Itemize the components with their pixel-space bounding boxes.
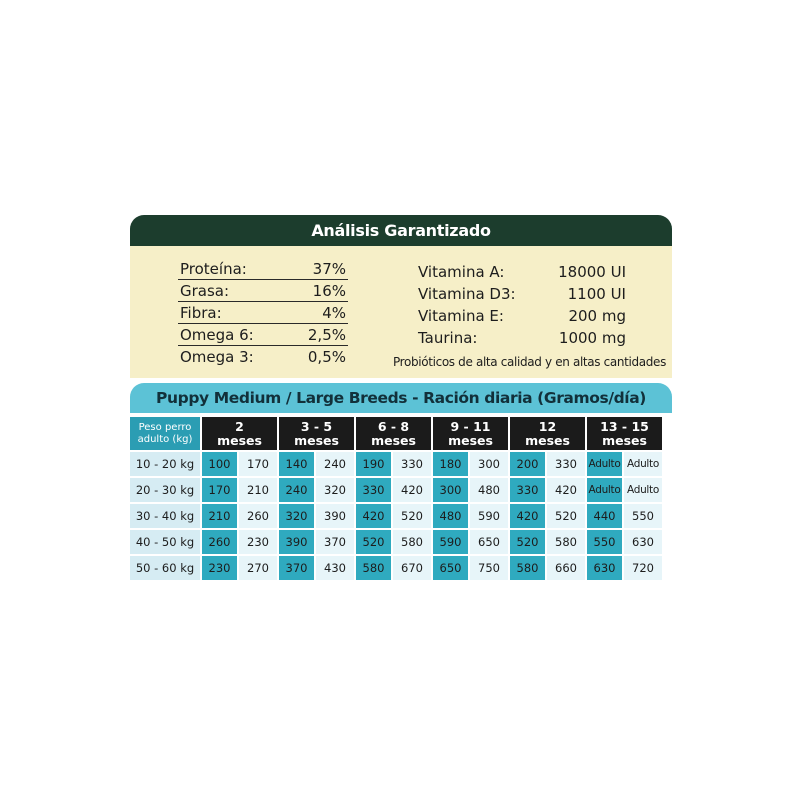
ration-cell: 750 xyxy=(470,556,508,580)
nutrient-row xyxy=(178,257,348,280)
ration-cell: 190 xyxy=(356,452,391,476)
nutrient-label: Fibra: xyxy=(180,304,222,322)
age-header-line: meses xyxy=(371,432,416,448)
age-column-header xyxy=(356,417,431,450)
ration-cell: 330 xyxy=(393,452,431,476)
ration-cell: 330 xyxy=(356,478,391,502)
nutrient-row xyxy=(178,301,348,324)
ration-cell: 430 xyxy=(316,556,354,580)
ration-cell: 260 xyxy=(202,530,237,554)
ration-cell: 580 xyxy=(393,530,431,554)
ration-cell: 370 xyxy=(316,530,354,554)
ration-cell: 200 xyxy=(510,452,545,476)
vitamin-label: Vitamina E: xyxy=(418,307,504,325)
nutrient-row xyxy=(178,279,348,302)
age-header-line: 13 - 15 xyxy=(600,418,649,434)
ration-cell: 230 xyxy=(202,556,237,580)
ration-cell: 260 xyxy=(239,504,277,528)
weight-range-cell: 30 - 40 kg xyxy=(130,504,200,528)
nutrient-value: 37% xyxy=(312,260,346,278)
ration-cell: 650 xyxy=(470,530,508,554)
vitamin-row xyxy=(418,326,626,348)
ration-cell: 420 xyxy=(510,504,545,528)
probiotics-note: Probióticos de alta calidad y en altas cantidades xyxy=(393,355,666,369)
age-header-line: 9 - 11 xyxy=(450,418,491,434)
table-row xyxy=(130,452,662,476)
analysis-body xyxy=(130,246,672,378)
table-header-row xyxy=(130,417,662,450)
weight-header-line: Peso perro xyxy=(138,421,192,433)
age-column-header xyxy=(587,417,662,450)
table-row xyxy=(130,478,662,502)
nutrient-label: Grasa: xyxy=(180,282,230,300)
age-column-header xyxy=(279,417,354,450)
ration-cell: 580 xyxy=(356,556,391,580)
ration-cell: 170 xyxy=(202,478,237,502)
ration-cell: 590 xyxy=(470,504,508,528)
ration-cell: 140 xyxy=(279,452,314,476)
age-column-header xyxy=(202,417,277,450)
ration-cell: 670 xyxy=(393,556,431,580)
ration-cell: 320 xyxy=(316,478,354,502)
nutrient-row xyxy=(178,345,348,367)
ration-cell: 630 xyxy=(587,556,622,580)
vitamin-row xyxy=(418,282,626,304)
ration-cell: 100 xyxy=(202,452,237,476)
ration-cell: 370 xyxy=(279,556,314,580)
age-header-line: 2 xyxy=(235,418,244,434)
age-header-line: meses xyxy=(217,432,262,448)
nutrient-row xyxy=(178,323,348,346)
ration-cell: 180 xyxy=(433,452,468,476)
ration-cell: 580 xyxy=(547,530,585,554)
nutrient-value: 0,5% xyxy=(307,348,346,366)
ration-cell: 720 xyxy=(624,556,662,580)
ration-cell: 240 xyxy=(316,452,354,476)
ration-cell: 520 xyxy=(510,530,545,554)
ration-cell: 320 xyxy=(279,504,314,528)
feeding-table xyxy=(128,415,664,582)
age-header-line: 3 - 5 xyxy=(300,418,333,434)
nutrient-value: 16% xyxy=(312,282,346,300)
vitamin-label: Vitamina D3: xyxy=(418,285,516,303)
nutrient-value: 4% xyxy=(322,304,346,322)
age-header-line: meses xyxy=(525,432,570,448)
vitamin-row xyxy=(418,304,626,326)
ration-cell: 330 xyxy=(547,452,585,476)
weight-range-cell: 10 - 20 kg xyxy=(130,452,200,476)
ration-cell: 420 xyxy=(393,478,431,502)
ration-cell: 520 xyxy=(393,504,431,528)
vitamin-label: Taurina: xyxy=(418,329,478,347)
ration-cell: 520 xyxy=(356,530,391,554)
ration-cell: 270 xyxy=(239,556,277,580)
weight-range-cell: 20 - 30 kg xyxy=(130,478,200,502)
age-header-line: 12 xyxy=(538,418,557,434)
nutrient-label: Proteína: xyxy=(180,260,247,278)
ration-cell: 390 xyxy=(279,530,314,554)
ration-cell: 660 xyxy=(547,556,585,580)
age-header-line: meses xyxy=(294,432,339,448)
ration-cell: Adulto xyxy=(587,478,622,502)
ration-cell: 170 xyxy=(239,452,277,476)
ration-cell: 210 xyxy=(239,478,277,502)
vitamin-value: 18000 UI xyxy=(558,263,626,281)
ration-cell: 550 xyxy=(624,504,662,528)
weight-range-cell: 50 - 60 kg xyxy=(130,556,200,580)
ration-cell: 440 xyxy=(587,504,622,528)
ration-cell: Adulto xyxy=(587,452,622,476)
ration-cell: 480 xyxy=(433,504,468,528)
age-header-line: 6 - 8 xyxy=(377,418,410,434)
ration-cell: 550 xyxy=(587,530,622,554)
ration-cell: 300 xyxy=(433,478,468,502)
age-column-header xyxy=(433,417,508,450)
ration-cell: 390 xyxy=(316,504,354,528)
ration-cell: 420 xyxy=(356,504,391,528)
ration-cell: 240 xyxy=(279,478,314,502)
ration-cell: 300 xyxy=(470,452,508,476)
vitamin-value: 1100 UI xyxy=(567,285,626,303)
ration-cell: 630 xyxy=(624,530,662,554)
ration-cell: 480 xyxy=(470,478,508,502)
vitamin-label: Vitamina A: xyxy=(418,263,505,281)
vitamin-value: 1000 mg xyxy=(558,329,626,347)
nutrient-value: 2,5% xyxy=(307,326,346,344)
nutrient-label: Omega 3: xyxy=(180,348,254,366)
age-header-line: meses xyxy=(602,432,647,448)
ration-cell: Adulto xyxy=(624,478,662,502)
ration-cell: 420 xyxy=(547,478,585,502)
guaranteed-analysis-panel xyxy=(130,215,672,378)
table-row xyxy=(130,504,662,528)
ration-cell: 210 xyxy=(202,504,237,528)
table-row xyxy=(130,556,662,580)
nutrient-label: Omega 6: xyxy=(180,326,254,344)
age-header-line: meses xyxy=(448,432,493,448)
vitamin-row xyxy=(418,260,626,282)
ration-cell: 330 xyxy=(510,478,545,502)
weight-header-line: adulto (kg) xyxy=(137,433,193,445)
weight-column-header xyxy=(130,417,200,450)
analysis-title: Análisis Garantizado xyxy=(130,215,672,246)
ration-cell: Adulto xyxy=(624,452,662,476)
age-column-header xyxy=(510,417,585,450)
ration-cell: 650 xyxy=(433,556,468,580)
weight-range-cell: 40 - 50 kg xyxy=(130,530,200,554)
vitamin-value: 200 mg xyxy=(568,307,626,325)
ration-cell: 590 xyxy=(433,530,468,554)
table-row xyxy=(130,530,662,554)
ration-cell: 520 xyxy=(547,504,585,528)
feeding-title: Puppy Medium / Large Breeds - Ración diaria (Gramos/día) xyxy=(130,383,672,413)
ration-cell: 230 xyxy=(239,530,277,554)
ration-cell: 580 xyxy=(510,556,545,580)
